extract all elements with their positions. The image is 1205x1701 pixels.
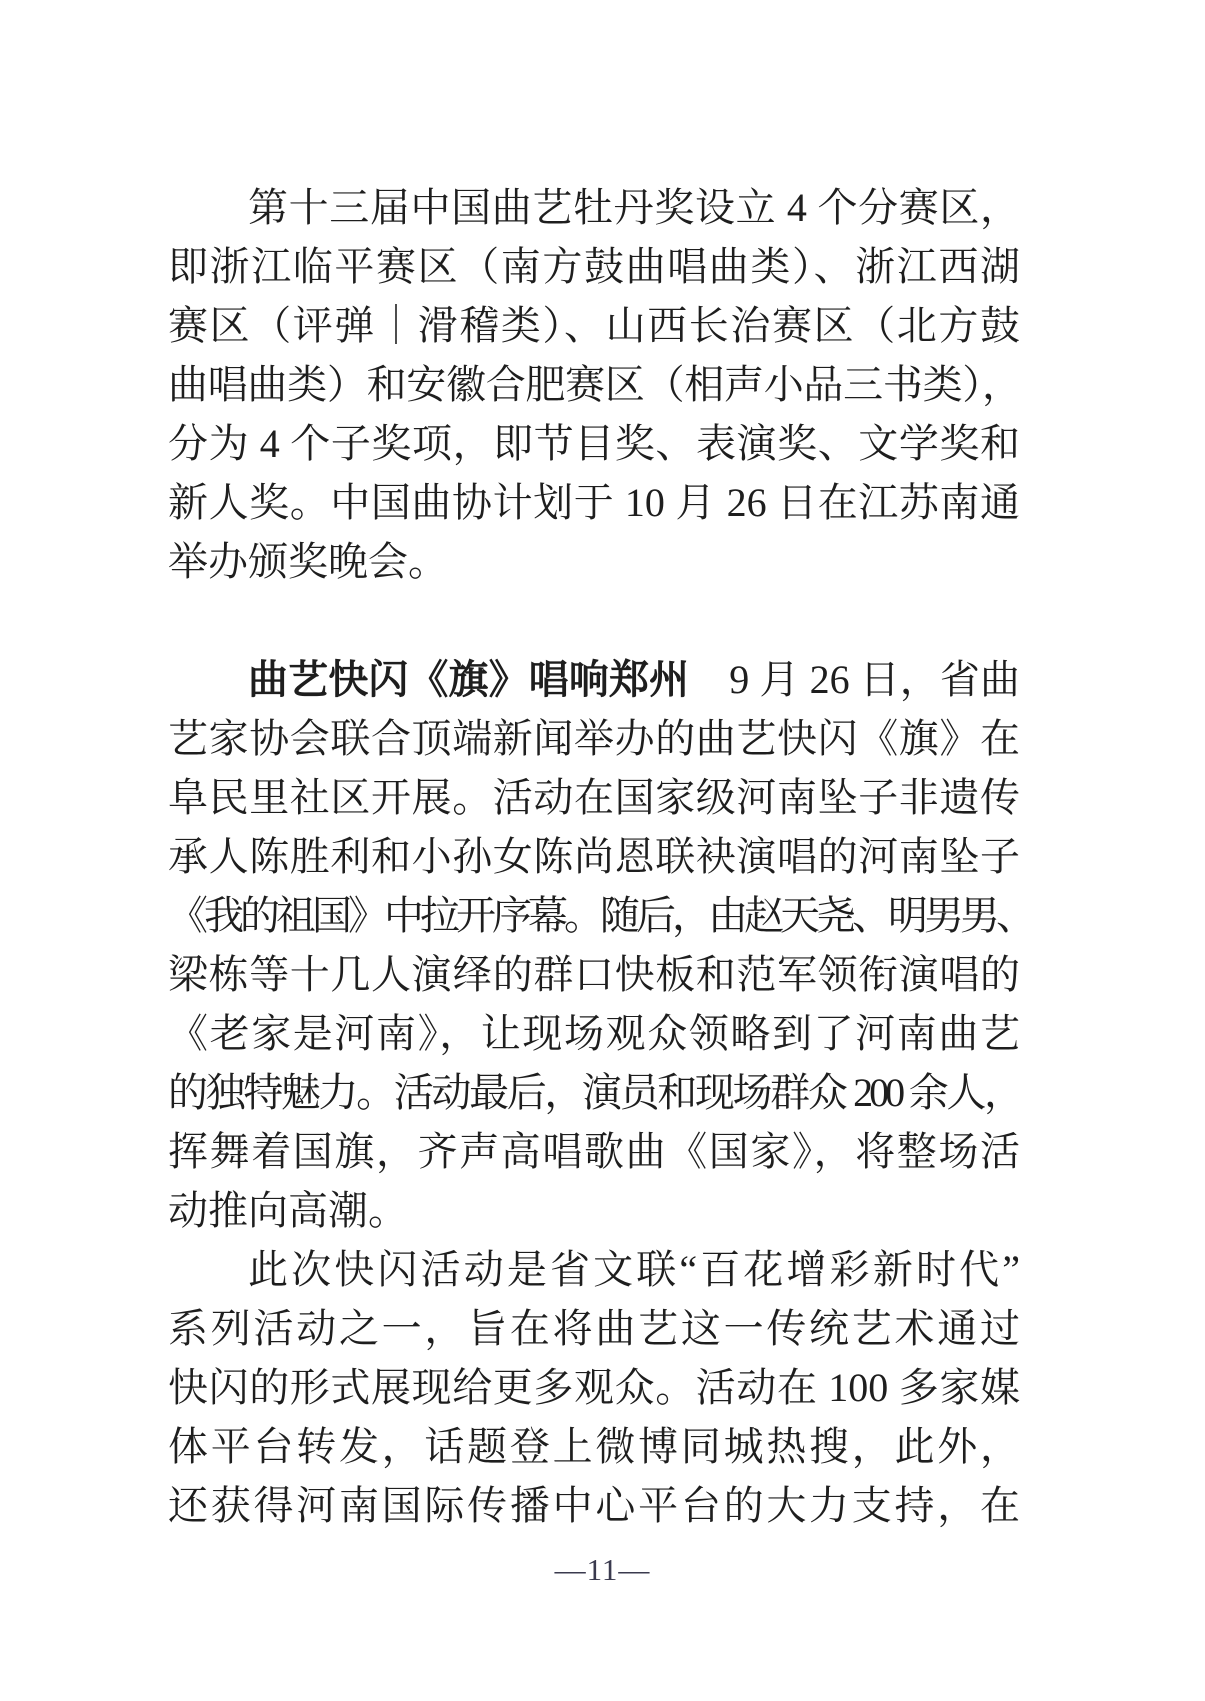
heading-rest-text: 9 月 26 日，省曲 — [689, 657, 1021, 702]
text-line: 第十三届中国曲艺牡丹奖设立 4 个分赛区， — [248, 185, 1020, 230]
run-in-heading: 曲艺快闪《旗》唱响郑州 — [248, 658, 690, 702]
text-line: 的独特魅力。活动最后，演员和现场群众 200 余人， — [168, 1070, 1020, 1115]
paragraph-award-zones — [168, 178, 1020, 591]
text-line: 此次快闪活动是省文联“百花增彩新时代” — [248, 1247, 1020, 1292]
text-line: 即浙江临平赛区（南方鼓曲唱曲类）、浙江西湖 — [168, 244, 1020, 289]
paragraph-gap — [168, 591, 1020, 650]
text-line: 快闪的形式展现给更多观众。活动在 100 多家媒 — [168, 1365, 1020, 1410]
text-line: 赛区（评弹｜滑稽类）、山西长治赛区（北方鼓 — [168, 303, 1020, 348]
text-line: 还获得河南国际传播中心平台的大力支持，在 — [168, 1483, 1020, 1528]
text-line: 挥舞着国旗，齐声高唱歌曲《国家》，将整场活 — [168, 1129, 1020, 1174]
text-line: 承人陈胜利和小孙女陈尚恩联袂演唱的河南坠子 — [168, 834, 1020, 879]
text-line: 动推向高潮。 — [168, 1188, 408, 1233]
text-block — [168, 178, 1032, 1535]
text-line: 《我的祖国》中拉开序幕。随后，由赵天尧、明男男、 — [168, 893, 1032, 938]
text-line: 举办颁奖晚会。 — [168, 539, 448, 584]
page-number: —11— — [554, 1552, 651, 1587]
text-line: 系列活动之一，旨在将曲艺这一传统艺术通过 — [168, 1306, 1020, 1351]
text-line — [168, 650, 1020, 709]
text-line: 艺家协会联合顶端新闻举办的曲艺快闪《旗》在 — [168, 716, 1020, 761]
text-line: 《老家是河南》，让现场观众领略到了河南曲艺 — [168, 1011, 1020, 1056]
text-line: 梁栋等十几人演绎的群口快板和范军领衔演唱的 — [168, 952, 1020, 997]
paragraph-series-context — [168, 1240, 1020, 1535]
text-line: 阜民里社区开展。活动在国家级河南坠子非遗传 — [168, 775, 1020, 820]
text-line: 曲唱曲类）和安徽合肥赛区（相声小品三书类）， — [168, 362, 1020, 407]
text-line: 新人奖。中国曲协计划于 10 月 26 日在江苏南通 — [168, 480, 1020, 525]
text-line: 分为 4 个子奖项，即节目奖、表演奖、文学奖和 — [168, 421, 1020, 466]
paragraph-flashmob — [168, 650, 1032, 1240]
text-line: 体平台转发，话题登上微博同城热搜，此外， — [168, 1424, 1020, 1469]
